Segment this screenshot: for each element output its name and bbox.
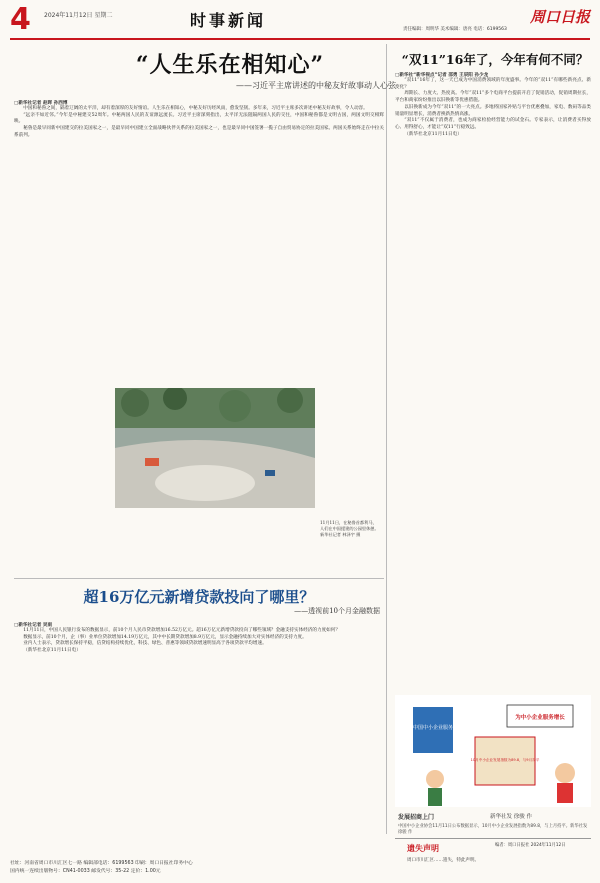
section-title: 时事新闻 — [190, 11, 267, 30]
article3-body — [14, 622, 384, 854]
article3-subtitle: ——透视前10个月金融数据 — [294, 607, 380, 615]
footer-line: 社址：河南省周口市川汇区七一路 编辑部电话：6199563 印刷：周口日报社印务中心 — [10, 861, 193, 866]
cartoon-note: 中国中小企业协会11月11日公布数据显示，10月中小企业发展指数为89.8，与上月持平。新华社发 徐骏 作 — [398, 824, 588, 835]
article2-body — [395, 72, 591, 684]
lost-notice — [395, 838, 591, 870]
article1-subtitle: ——习近平主席讲述的中秘友好故事动人心弦 — [236, 81, 396, 90]
section-separator — [14, 578, 384, 579]
editorial-cartoon — [395, 695, 591, 807]
article1-paragraph: 中国和秘鲁之间，隔着辽阔的太平洋，却有着深厚的友好情谊。人生乐在相知心，中秘友好历经风雨，愈发坚韧。多年来，习近平主席多次讲述中秘友好故事，令人动容。 — [23, 106, 368, 111]
article1-title: “人生乐在相知心” — [135, 52, 325, 78]
article3-paragraph: 业内人士表示，贷款增长保持平稳，信贷结构持续优化，科技、绿色、普惠等领域贷款增速明显高于各项贷款平均增速。 — [23, 641, 267, 647]
article3-byline: □新华社记者 吴雨 — [14, 623, 53, 628]
article1-paragraph: 秘鲁是最早同新中国建交的拉美国家之一，是最早同中国建立全面战略伙伴关系的拉美国家之一，也是最早同中国签署一揽子自由贸易协定的拉美国家。两国关系始终走在中拉关系前列。 — [14, 126, 384, 138]
notice-body: 周口市川汇区……遗失，特此声明。 — [407, 858, 479, 863]
cartoon-label: 10月中小企业发展指数为89.8，与9月持平 — [470, 758, 540, 762]
footer-line: 国内统一连续出版物号：CN41-0033 邮发代号：35-22 定价：1.00元 — [10, 869, 161, 874]
article3-source: （新华社北京11月11日电） — [23, 648, 81, 654]
photo-illustration — [115, 388, 315, 508]
article3-paragraph: 11月11日，中国人民银行发布的数据显示，前10个月人民币贷款增加16.52万亿元。超16万亿元新增贷款投向了哪些领域？金融支持实体经济的力度如何？ — [23, 628, 340, 633]
article2-paragraph: 周期长、力度大、热度高。今年“双11”多个电商平台提前开启了促销活动，促销周期拉长，平台和商家纷纷推出以旧换新等优惠措施。 — [395, 91, 591, 104]
article2-paragraph: “双11”16年了，这一天已成为中国消费领域的年度盛事。今年的“双11”有哪些新亮点、新变化？ — [395, 78, 591, 90]
cartoon-label: 为中小企业服务增长 — [515, 715, 565, 721]
article3-title: 超16万亿元新增贷款投向了哪里？ — [83, 588, 315, 606]
page-footer — [10, 860, 390, 876]
cartoon-label: 中国中小企业服务 — [412, 725, 454, 731]
park-aerial-photo — [115, 388, 315, 508]
notice-right: 编者：周口日报社 2024年11月12日 — [495, 843, 566, 848]
article2-source: （新华社北京11月11日电） — [404, 131, 462, 137]
article1-byline: □新华社记者 赵晖 孙西博 — [14, 101, 68, 106]
column-divider — [386, 44, 387, 834]
cartoon-caption-left: 发展招商上门 — [398, 814, 435, 821]
notice-title: 遗失声明 — [407, 844, 439, 853]
cartoon-caption-right: 新华社发 徐骏 作 — [490, 814, 532, 820]
issue-date: 2024年11月12日 星期二 — [44, 12, 113, 19]
staff-credits: 责任编辑：周明华 美术编辑：唐亮 电话：6199563 — [403, 27, 507, 32]
article2-paragraph: “双11”不仅属于消费者，也成为商家检验经营能力的试金石。专家表示，让消费者买得放心、用得舒心，才能让“双11”行稳致远。 — [395, 118, 591, 130]
article2-paragraph: 以旧换新成为今年“双11”的一大亮点。多地将国家补贴与平台优惠叠加，家电、数码等品类销量明显增长，消费者换新热情高涨。 — [395, 104, 591, 117]
page-number: 4 — [10, 2, 31, 37]
article1-paragraph: “远亲不如近邻。”今年是中秘建交52周年。中秘两国人民的友谊源远流长。习近平主席深刻指出，太平洋无法阻隔两国人民的交往，中国和秘鲁都是文明古国，两国文明交相辉映。 — [14, 112, 384, 125]
article2-byline: □新华社“新华视点”记者 邵勇 王辰阳 孙少龙 — [395, 73, 489, 78]
page-header — [10, 2, 590, 38]
article3-paragraph: 数据显示，前10个月，企（事）业单位贷款增加14.19万亿元，其中中长期贷款增加8.9万亿元，显示金融持续加大对实体经济的支持力度。 — [23, 634, 307, 640]
masthead-logo: 周口日报 — [529, 8, 590, 26]
header-rule — [10, 38, 590, 40]
article2-title: “双11”16年了，今年有何不同？ — [401, 52, 589, 67]
article1-body — [14, 100, 384, 382]
cartoon-illustration — [395, 695, 591, 807]
photo-caption: 11月11日，在秘鲁首都利马，人们在中国援建的公园里休憩。新华社记者 林泽宇 摄 — [320, 520, 379, 537]
